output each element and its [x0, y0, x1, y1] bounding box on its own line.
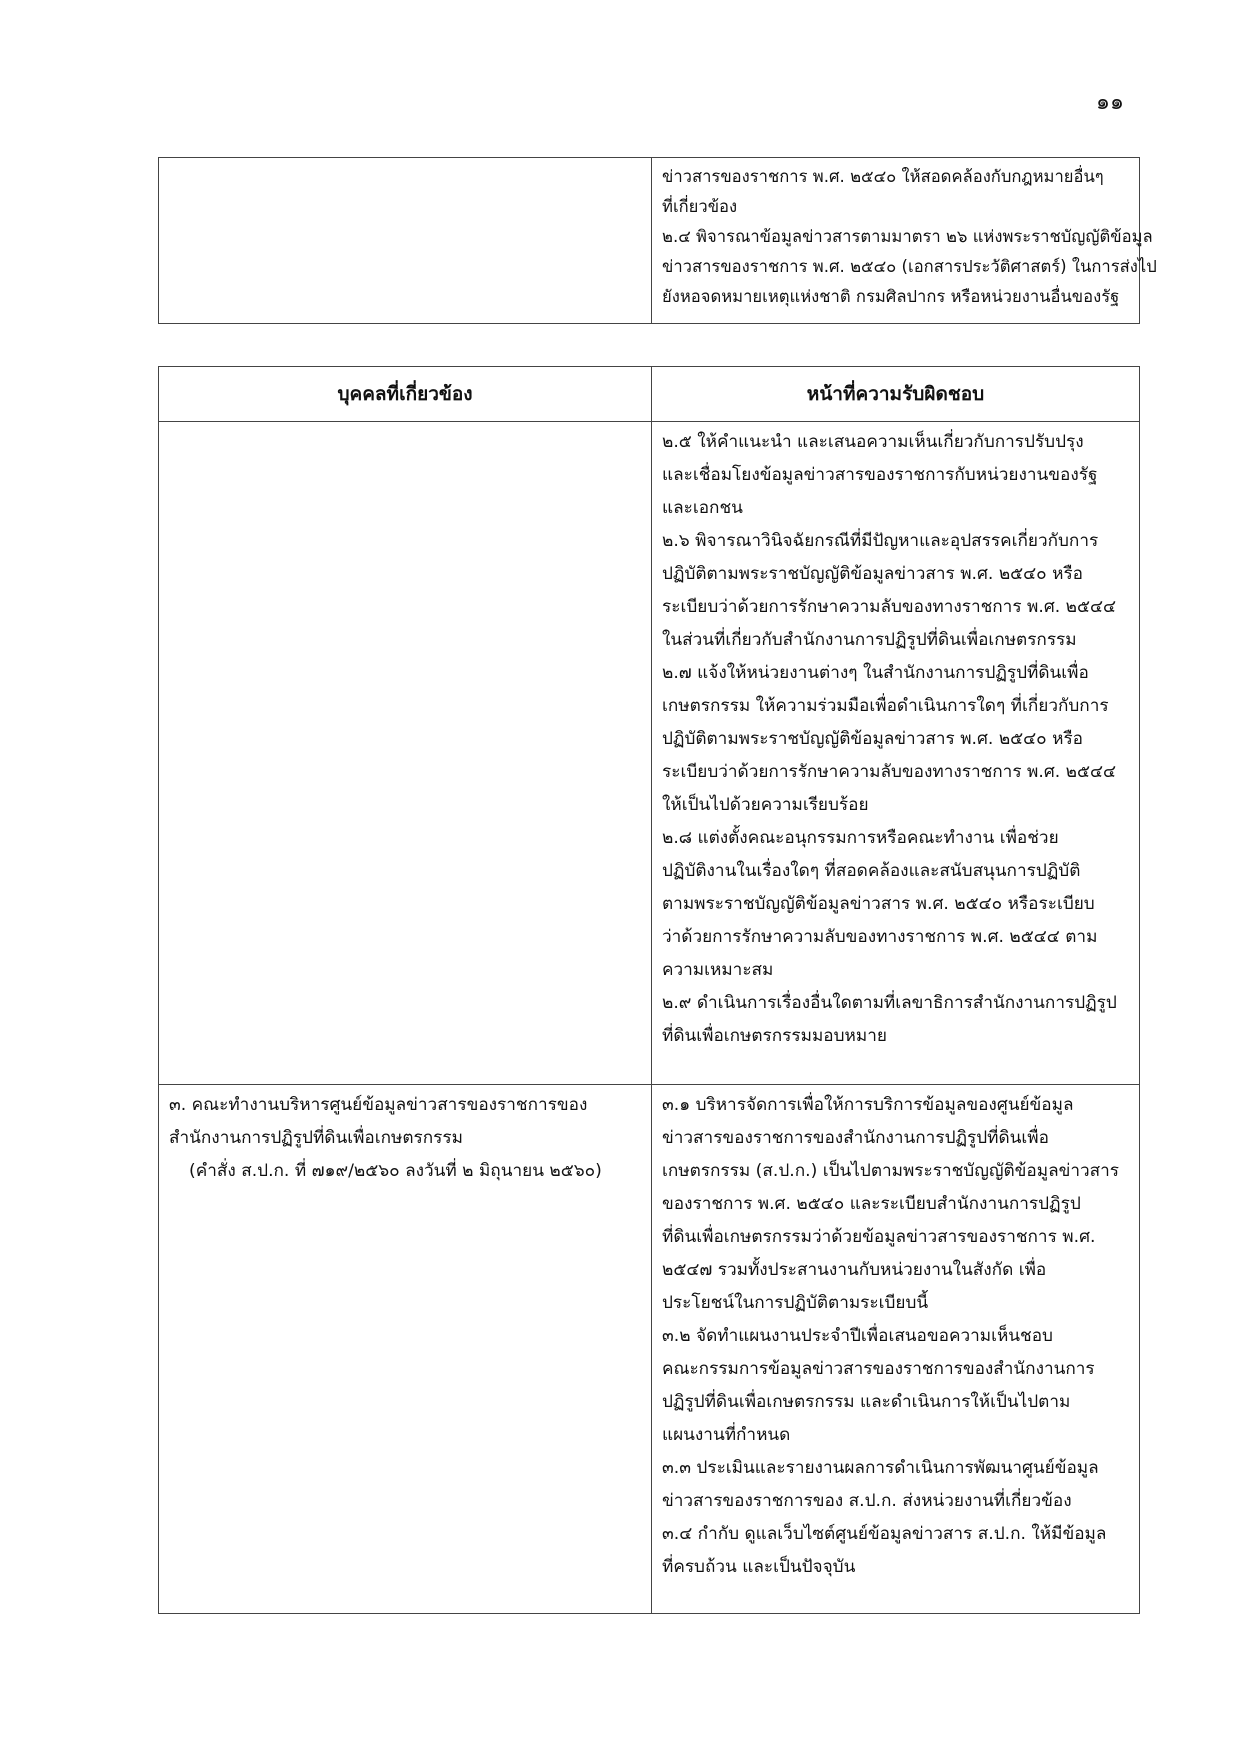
text-line: สำนักงานการปฏิรูปที่ดินเพื่อเกษตรกรรม: [169, 1128, 463, 1148]
text-line: ๓. คณะทำงานบริหารศูนย์ข้อมูลข่าวสารของราชการของ: [169, 1095, 588, 1115]
text-line: ๓.๔ กำกับ ดูแลเว็บไซต์ศูนย์ข้อมูลข่าวสาร ส.ป.ก. ให้มีข้อมูล: [662, 1524, 1107, 1544]
table-row: [159, 158, 1140, 324]
cell-text: [159, 1085, 651, 1188]
cell-text: [159, 158, 651, 162]
text-line: ของราชการ พ.ศ. ๒๕๔๐ และระเบียบสำนักงานการปฏิรูป: [662, 1194, 1081, 1214]
text-line: ให้เป็นไปด้วยความเรียบร้อย: [662, 795, 869, 815]
cell-text: [652, 422, 1139, 1053]
continued-table: [158, 157, 1157, 324]
text-line: ข่าวสารของราชการของสำนักงานการปฏิรูปที่ดินเพื่อ: [662, 1128, 1049, 1148]
responsibility-table: [158, 366, 1140, 1614]
text-line: ๓.๒ จัดทำแผนงานประจำปีเพื่อเสนอขอความเห็นชอบ: [662, 1326, 1053, 1346]
responsible-person-cell: [159, 1085, 652, 1614]
responsibility-cell: [652, 158, 1157, 324]
text-line: แผนงานที่กำหนด: [662, 1425, 791, 1445]
page-number: ๑๑: [1096, 90, 1124, 115]
table-row: [159, 422, 1140, 1085]
responsibility-cell: [652, 422, 1140, 1085]
responsible-person-cell: [159, 422, 652, 1085]
header-responsible-person: บุคคลที่เกี่ยวข้อง: [159, 367, 652, 422]
text-line: ๒.๖ พิจารณาวินิจฉัยกรณีที่มีปัญหาและอุปสรรคเกี่ยวกับการ: [662, 531, 1099, 551]
text-line: (คำสั่ง ส.ป.ก. ที่ ๗๑๙/๒๕๖๐ ลงวันที่ ๒ มิถุนายน ๒๕๖๐): [189, 1161, 602, 1181]
text-line: ที่ดินเพื่อเกษตรกรรมมอบหมาย: [662, 1026, 887, 1046]
cell-text: [159, 422, 651, 426]
text-line: ๒.๘ แต่งตั้งคณะอนุกรรมการหรือคณะทำงาน เพื่อช่วย: [662, 828, 1059, 848]
text-line: ตามพระราชบัญญัติข้อมูลข่าวสาร พ.ศ. ๒๕๔๐ หรือระเบียบ: [662, 894, 1095, 914]
text-line: ความเหมาะสม: [662, 960, 774, 980]
text-line: ระเบียบว่าด้วยการรักษาความลับของทางราชการ พ.ศ. ๒๕๔๔: [662, 597, 1117, 617]
text-line: และเชื่อมโยงข้อมูลข่าวสารของราชการกับหน่วยงานของรัฐ: [662, 465, 1098, 485]
text-line: เกษตรกรรม (ส.ป.ก.) เป็นไปตามพระราชบัญญัติข้อมูลข่าวสาร: [662, 1161, 1120, 1181]
text-line: ๒.๙ ดำเนินการเรื่องอื่นใดตามที่เลขาธิการสำนักงานการปฏิรูป: [662, 993, 1117, 1013]
text-line: ที่เกี่ยวข้อง: [662, 197, 738, 216]
text-line: ระเบียบว่าด้วยการรักษาความลับของทางราชการ พ.ศ. ๒๕๔๔: [662, 762, 1117, 782]
cell-text: [652, 158, 1157, 312]
text-line: ข่าวสารของราชการ พ.ศ. ๒๕๔๐ (เอกสารประวัติศาสตร์) ในการส่งไป: [662, 257, 1157, 276]
text-line: ปฏิบัติตามพระราชบัญญัติข้อมูลข่าวสาร พ.ศ. ๒๕๔๐ หรือ: [662, 729, 1084, 749]
text-line: คณะกรรมการข้อมูลข่าวสารของราชการของสำนักงานการ: [662, 1359, 1095, 1379]
table-header-row: [159, 367, 1140, 422]
text-line: ๒.๔ พิจารณาข้อมูลข่าวสารตามมาตรา ๒๖ แห่งพระราชบัญญัติข้อมูล: [662, 227, 1153, 246]
text-line: ที่ครบถ้วน และเป็นปัจจุบัน: [662, 1557, 856, 1577]
text-line: ๒๕๔๗ รวมทั้งประสานงานกับหน่วยงานในสังกัด เพื่อ: [662, 1260, 1047, 1280]
text-line: ๒.๕ ให้คำแนะนำ และเสนอความเห็นเกี่ยวกับการปรับปรุง: [662, 432, 1084, 452]
text-line: ๓.๑ บริหารจัดการเพื่อให้การบริการข้อมูลของศูนย์ข้อมูล: [662, 1095, 1074, 1115]
header-responsibility: หน้าที่ความรับผิดชอบ: [652, 367, 1140, 422]
cell-text: [652, 1085, 1139, 1584]
text-line: เกษตรกรรม ให้ความร่วมมือเพื่อดำเนินการใดๆ ที่เกี่ยวกับการ: [662, 696, 1109, 716]
text-line: ปฏิรูปที่ดินเพื่อเกษตรกรรม และดำเนินการให้เป็นไปตาม: [662, 1392, 1071, 1412]
responsibility-cell: [652, 1085, 1140, 1614]
text-line: ที่ดินเพื่อเกษตรกรรมว่าด้วยข้อมูลข่าวสารของราชการ พ.ศ.: [662, 1227, 1096, 1247]
text-line: ยังหอจดหมายเหตุแห่งชาติ กรมศิลปากร หรือหน่วยงานอื่นของรัฐ: [662, 287, 1120, 306]
text-line: ประโยชน์ในการปฏิบัติตามระเบียบนี้: [662, 1293, 929, 1313]
text-line: ข่าวสารของราชการของ ส.ป.ก. ส่งหน่วยงานที่เกี่ยวข้อง: [662, 1491, 1072, 1511]
table-row: [159, 1085, 1140, 1614]
text-line: ปฏิบัติงานในเรื่องใดๆ ที่สอดคล้องและสนับสนุนการปฏิบัติ: [662, 861, 1081, 881]
text-line: ปฏิบัติตามพระราชบัญญัติข้อมูลข่าวสาร พ.ศ. ๒๕๔๐ หรือ: [662, 564, 1084, 584]
text-line: ในส่วนที่เกี่ยวกับสำนักงานการปฏิรูปที่ดินเพื่อเกษตรกรรม: [662, 630, 1077, 650]
text-line: ๓.๓ ประเมินและรายงานผลการดำเนินการพัฒนาศูนย์ข้อมูล: [662, 1458, 1099, 1478]
text-line: ว่าด้วยการรักษาความลับของทางราชการ พ.ศ. ๒๕๔๔ ตาม: [662, 927, 1098, 947]
responsible-person-cell: [159, 158, 652, 324]
text-line: ข่าวสารของราชการ พ.ศ. ๒๕๔๐ ให้สอดคล้องกับกฎหมายอื่นๆ: [662, 167, 1104, 186]
text-line: และเอกชน: [662, 498, 743, 518]
text-line: ๒.๗ แจ้งให้หน่วยงานต่างๆ ในสำนักงานการปฏิรูปที่ดินเพื่อ: [662, 663, 1089, 683]
